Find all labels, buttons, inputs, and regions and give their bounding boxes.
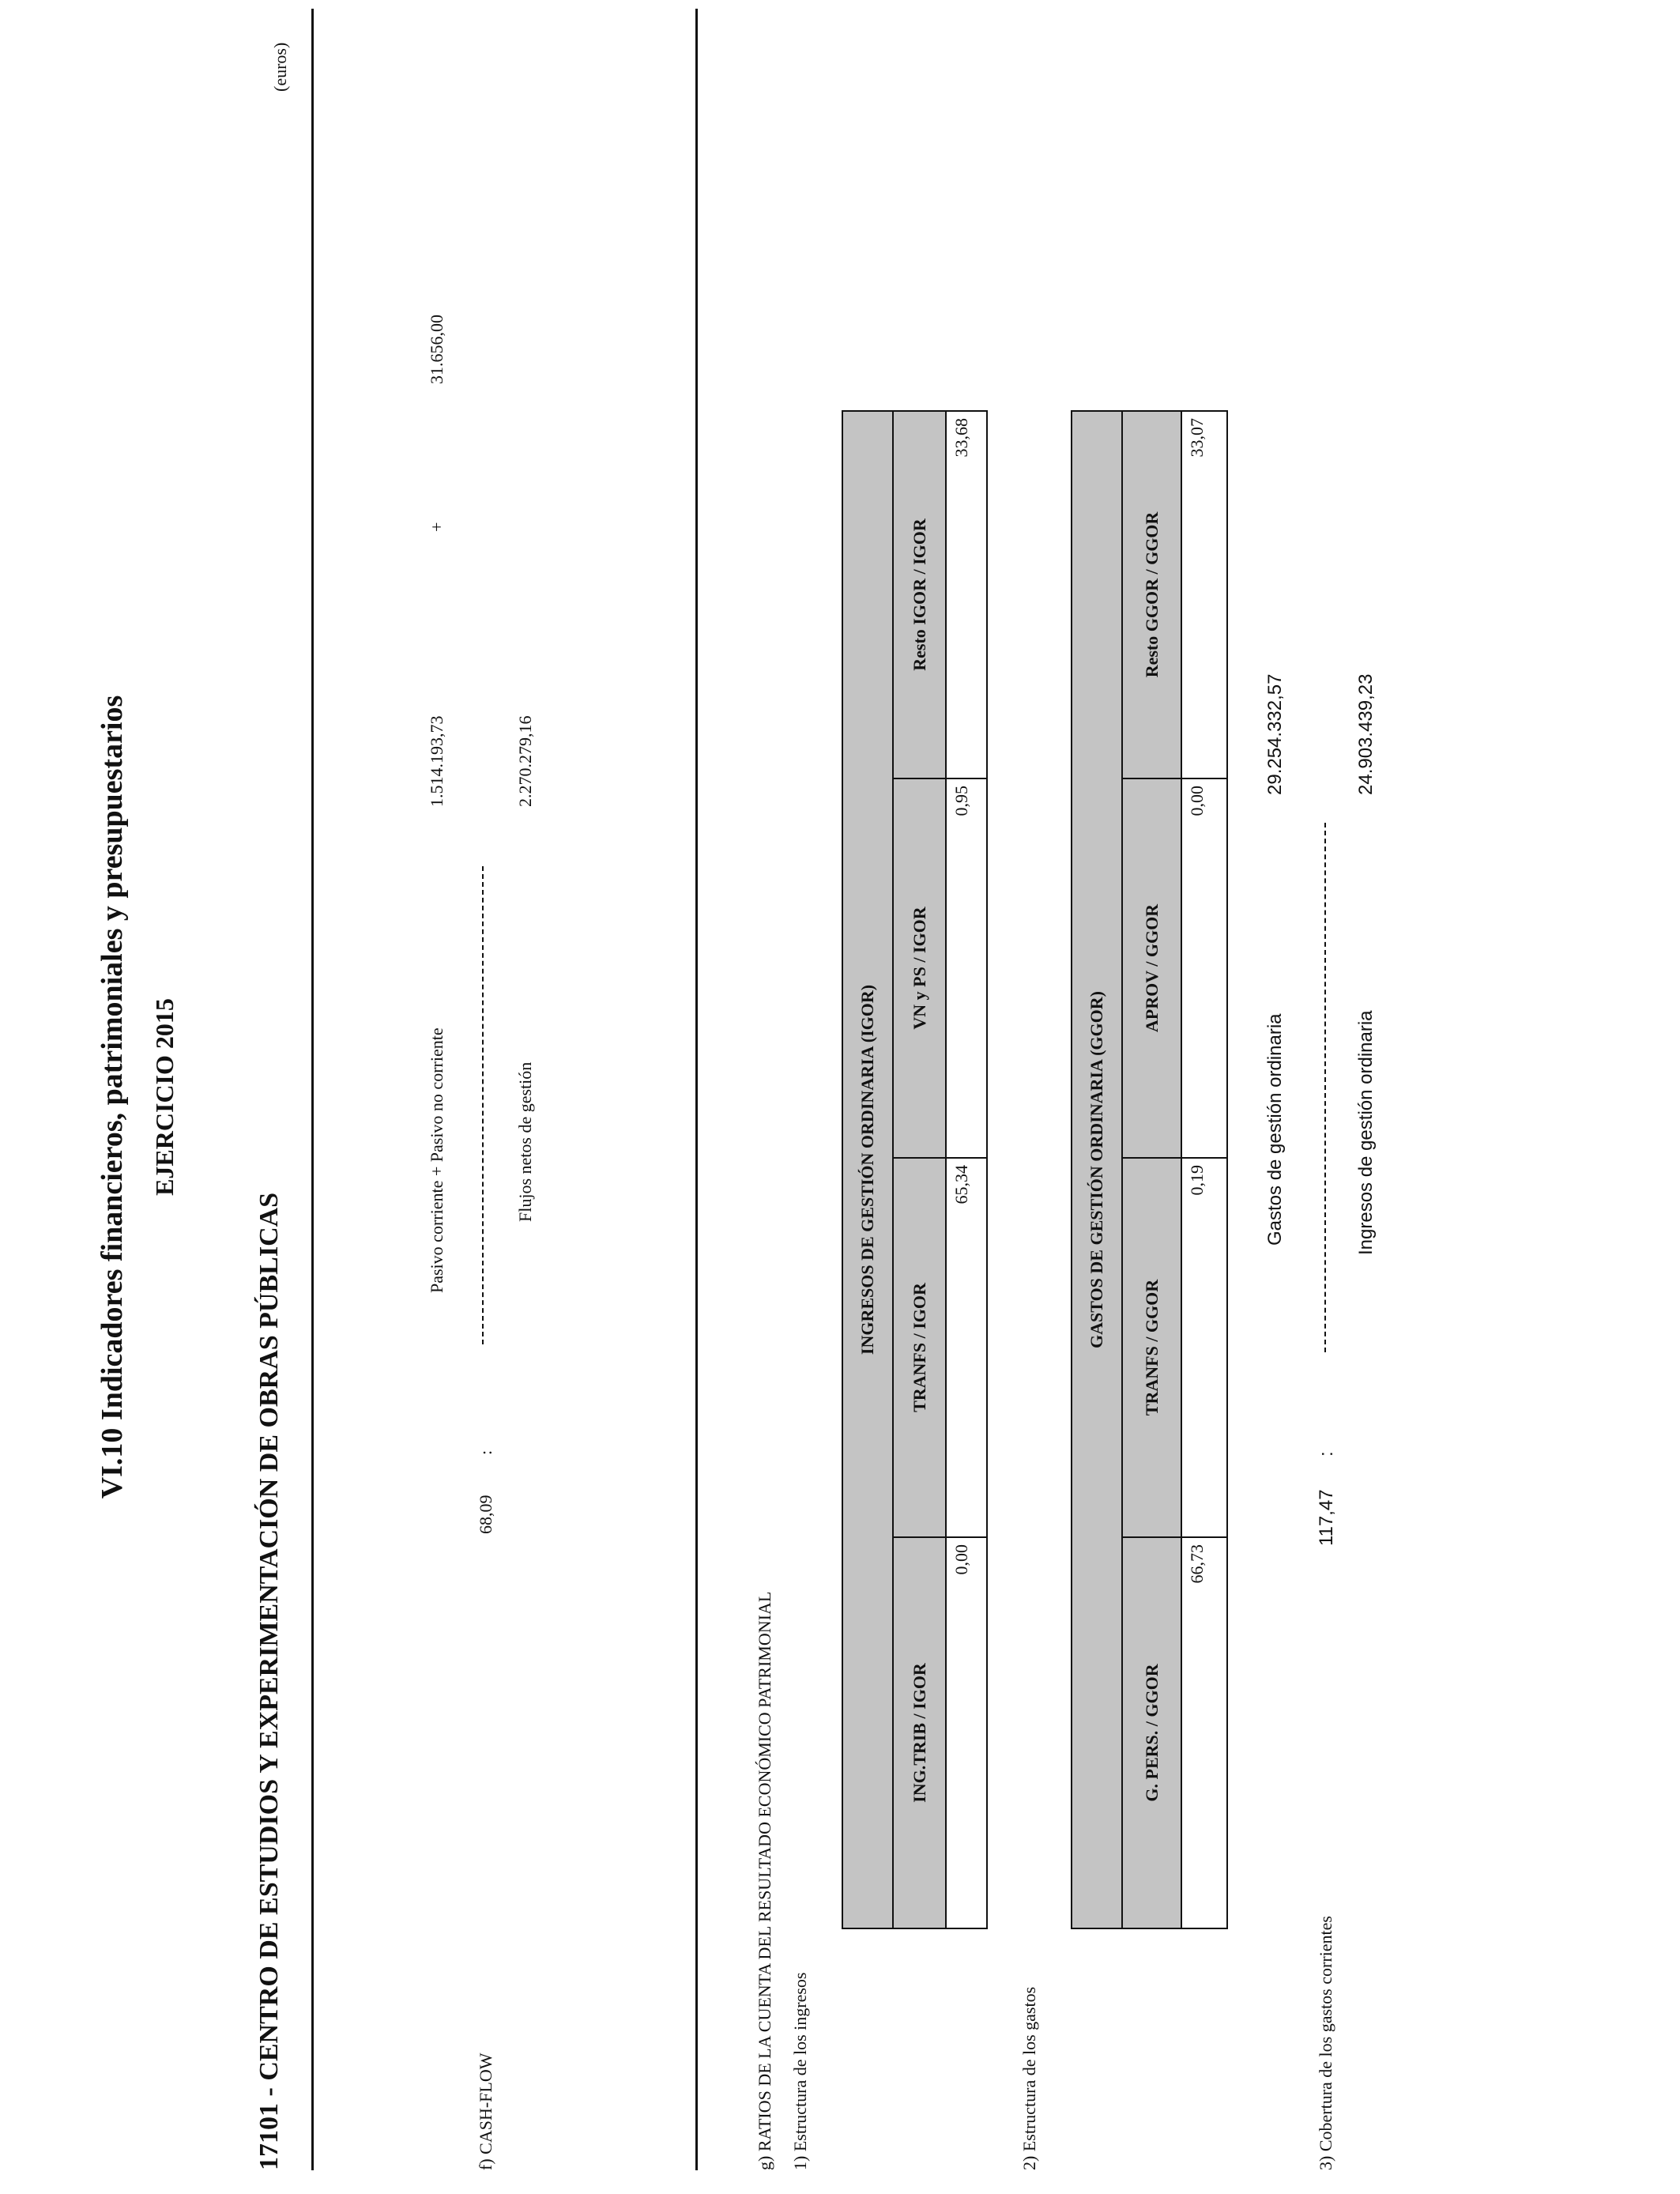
cobertura-colon: :: [1316, 1451, 1337, 1457]
gastos-value-1: 66,73: [1181, 1537, 1227, 1928]
units-label: (euros): [270, 42, 290, 92]
cobertura-label: 3) Cobertura de los gastos corrientes: [1316, 1916, 1335, 2170]
ingresos-value-4: 33,68: [946, 411, 987, 778]
cobertura-numerator-label: Gastos de gestión ordinaria: [1264, 1013, 1286, 1246]
gastos-table-title: GASTOS DE GESTIÓN ORDINARIA (GGOR): [1072, 411, 1122, 1928]
ingresos-label: 1) Estructura de los ingresos: [790, 1972, 810, 2170]
ingresos-table-title: INGRESOS DE GESTIÓN ORDINARIA (IGOR): [842, 411, 893, 1928]
cash-flow-numerator-label: Pasivo corriente + Pasivo no corriente: [427, 1027, 446, 1293]
gastos-col-header-2: TRANFS / GGOR: [1122, 1158, 1181, 1537]
gastos-col-header-1: G. PERS. / GGOR: [1122, 1537, 1181, 1928]
exercise-label: EJERCICIO 2015: [150, 998, 179, 1196]
cobertura-value: 117,47: [1316, 1489, 1337, 1546]
cobertura-denominator-label: Ingresos de gestión ordinaria: [1355, 1010, 1377, 1255]
cobertura-denominator-value: 24.903.439,23: [1355, 673, 1377, 795]
header-rule: [311, 9, 314, 2170]
cobertura-numerator-value: 29.254.332,57: [1264, 673, 1286, 795]
cash-flow-numerator-a: 1.514.193,73: [427, 715, 446, 807]
entity-title: 17101 - CENTRO DE ESTUDIOS Y EXPERIMENTACIÓN DE OBRAS PÚBLICAS: [254, 1192, 284, 2170]
ingresos-col-header-2: TRANFS / IGOR: [893, 1158, 946, 1537]
ingresos-col-header-4: Resto IGOR / IGOR: [893, 411, 946, 778]
ingresos-col-header-1: ING.TRIB / IGOR: [893, 1537, 946, 1928]
cash-flow-numerator-b: 31.656,00: [427, 315, 446, 384]
ingresos-col-header-3: VN y PS / IGOR: [893, 778, 946, 1158]
section-g-label: g) RATIOS DE LA CUENTA DEL RESULTADO ECONÓMICO PATRIMONIAL: [755, 1591, 774, 2170]
cash-flow-denominator-value: 2.270.279,16: [515, 715, 535, 807]
gastos-col-header-3: APROV / GGOR: [1122, 778, 1181, 1158]
gastos-value-4: 33,07: [1181, 411, 1227, 778]
ingresos-table: [842, 410, 988, 1929]
cash-flow-label: f) CASH-FLOW: [476, 2053, 495, 2170]
gastos-table: [1071, 410, 1228, 1929]
cash-flow-fraction-bar: [482, 866, 484, 1344]
gastos-label: 2) Estructura de los gastos: [1019, 1986, 1039, 2170]
cash-flow-colon: :: [476, 1449, 495, 1455]
cash-flow-value: 68,09: [476, 1495, 495, 1534]
ingresos-value-1: 0,00: [946, 1537, 987, 1928]
gastos-col-header-4: Resto GGOR / GGOR: [1122, 411, 1181, 778]
ingresos-value-3: 0,95: [946, 778, 987, 1158]
cobertura-fraction-bar: [1324, 823, 1326, 1352]
section-rule: [695, 9, 698, 2170]
report-title: VI.10 Indicadores financieros, patrimoniales y presupuestarios: [96, 695, 129, 1499]
ingresos-value-2: 65,34: [946, 1158, 987, 1537]
gastos-value-3: 0,00: [1181, 778, 1227, 1158]
gastos-value-2: 0,19: [1181, 1158, 1227, 1537]
cash-flow-denominator-label: Flujos netos de gestión: [515, 1061, 535, 1222]
cash-flow-plus: +: [427, 522, 446, 532]
